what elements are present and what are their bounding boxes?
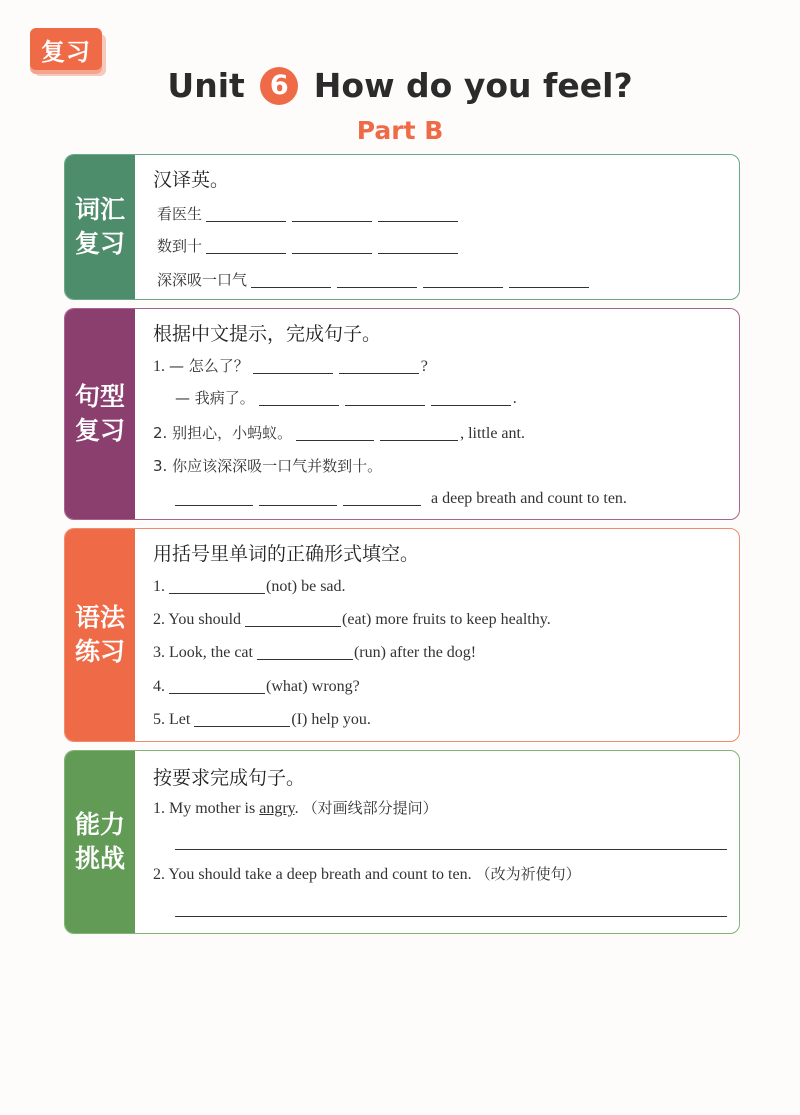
vocab-item-2-text: 数到十 bbox=[157, 237, 203, 255]
title-text: How do you feel? bbox=[313, 66, 633, 105]
sentence-q2 bbox=[153, 422, 525, 443]
vocab-item-1 bbox=[157, 203, 464, 224]
vocab-item-1-text: 看医生 bbox=[157, 205, 203, 223]
answer-blank[interactable] bbox=[423, 271, 503, 288]
grammar-section bbox=[64, 528, 740, 742]
underlined-word: angry bbox=[259, 800, 295, 817]
sentence-sidebar bbox=[65, 309, 135, 519]
answer-blank[interactable] bbox=[206, 237, 286, 254]
answer-blank[interactable] bbox=[259, 389, 339, 406]
answer-blank[interactable] bbox=[257, 643, 353, 660]
page-title bbox=[0, 66, 800, 105]
page-subtitle: Part B bbox=[356, 116, 444, 145]
challenge-instruction: 按要求完成句子。 bbox=[153, 767, 306, 789]
answer-blank[interactable] bbox=[169, 677, 265, 694]
grammar-instruction: 用括号里单词的正确形式填空。 bbox=[153, 543, 420, 565]
answer-blank[interactable] bbox=[509, 271, 589, 288]
sentence-tag: 句型复习 bbox=[74, 382, 125, 445]
sentence-q1b-text: — 我病了。 bbox=[175, 389, 255, 407]
review-badge: 复习 bbox=[30, 28, 102, 70]
q-start: 2. You should bbox=[153, 611, 242, 628]
answer-blank[interactable] bbox=[345, 389, 425, 406]
vocab-section bbox=[64, 154, 740, 300]
grammar-q1 bbox=[153, 577, 346, 596]
q-end: . bbox=[294, 800, 299, 817]
answer-line[interactable] bbox=[175, 849, 727, 850]
q-note: （对画线部分提问） bbox=[302, 799, 438, 817]
q-end: (run) after the dog! bbox=[353, 644, 477, 661]
answer-blank[interactable] bbox=[343, 489, 421, 506]
answer-blank[interactable] bbox=[339, 357, 419, 374]
q-number: 1. bbox=[153, 358, 165, 375]
q-number: 4. bbox=[153, 678, 165, 695]
grammar-q5 bbox=[153, 710, 371, 729]
sentence-q3-text: 3. 你应该深深吸一口气并数到十。 bbox=[153, 457, 383, 475]
q-end: . bbox=[512, 390, 517, 407]
answer-blank[interactable] bbox=[253, 357, 333, 374]
sentence-q1a bbox=[153, 355, 428, 376]
q-start: 3. Look, the cat bbox=[153, 644, 253, 661]
vocab-sidebar bbox=[65, 155, 135, 299]
challenge-section bbox=[64, 750, 740, 934]
grammar-tag: 语法练习 bbox=[74, 603, 125, 666]
grammar-sidebar bbox=[65, 529, 135, 741]
q-end: (not) be sad. bbox=[266, 578, 346, 595]
grammar-q3 bbox=[153, 643, 476, 662]
answer-blank[interactable] bbox=[206, 205, 286, 222]
sentence-q1a-text: — 怎么了？ bbox=[169, 357, 249, 375]
q-end: a deep breath and count to ten. bbox=[431, 490, 627, 507]
q-end: (what) wrong? bbox=[266, 678, 360, 695]
challenge-tag: 能力挑战 bbox=[74, 810, 125, 873]
q-note: （改为祈使句） bbox=[475, 865, 581, 883]
sentence-section bbox=[64, 308, 740, 520]
unit-number-badge: 6 bbox=[260, 67, 298, 105]
vocab-item-3 bbox=[157, 269, 595, 290]
sentence-instruction: 根据中文提示，完成句子。 bbox=[153, 323, 382, 345]
challenge-q1 bbox=[153, 797, 438, 818]
grammar-q4 bbox=[153, 677, 360, 696]
q-number: 1. bbox=[153, 578, 165, 595]
answer-blank[interactable] bbox=[380, 424, 458, 441]
answer-blank[interactable] bbox=[296, 424, 374, 441]
vocab-instruction: 汉译英。 bbox=[153, 169, 230, 191]
answer-line[interactable] bbox=[175, 916, 727, 917]
answer-blank[interactable] bbox=[194, 710, 290, 727]
answer-blank[interactable] bbox=[175, 489, 253, 506]
q-start: 5. Let bbox=[153, 711, 191, 728]
challenge-sidebar bbox=[65, 751, 135, 933]
sentence-q3 bbox=[153, 455, 382, 476]
title-unit: Unit bbox=[167, 66, 245, 105]
challenge-q2 bbox=[153, 863, 581, 884]
sentence-q2-text: 2. 别担心，小蚂蚁。 bbox=[153, 424, 293, 442]
answer-blank[interactable] bbox=[251, 271, 331, 288]
q-text: 2. You should take a deep breath and count to ten. bbox=[153, 866, 472, 883]
answer-blank[interactable] bbox=[378, 205, 458, 222]
q-end: (I) help you. bbox=[291, 711, 371, 728]
sentence-q3-answer bbox=[175, 489, 627, 508]
answer-blank[interactable] bbox=[431, 389, 511, 406]
grammar-q2 bbox=[153, 610, 551, 629]
answer-blank[interactable] bbox=[292, 205, 372, 222]
q-end: (eat) more fruits to keep healthy. bbox=[342, 611, 551, 628]
vocab-item-2 bbox=[157, 235, 464, 256]
answer-blank[interactable] bbox=[245, 610, 341, 627]
answer-blank[interactable] bbox=[169, 577, 265, 594]
vocab-tag: 词汇复习 bbox=[74, 195, 125, 258]
answer-blank[interactable] bbox=[259, 489, 337, 506]
vocab-item-3-text: 深深吸一口气 bbox=[157, 271, 248, 289]
answer-blank[interactable] bbox=[378, 237, 458, 254]
q-end: , little ant. bbox=[460, 425, 525, 442]
q-end: ? bbox=[420, 358, 428, 375]
q-start: 1. My mother is bbox=[153, 800, 256, 817]
answer-blank[interactable] bbox=[292, 237, 372, 254]
answer-blank[interactable] bbox=[337, 271, 417, 288]
sentence-q1b bbox=[175, 387, 517, 408]
